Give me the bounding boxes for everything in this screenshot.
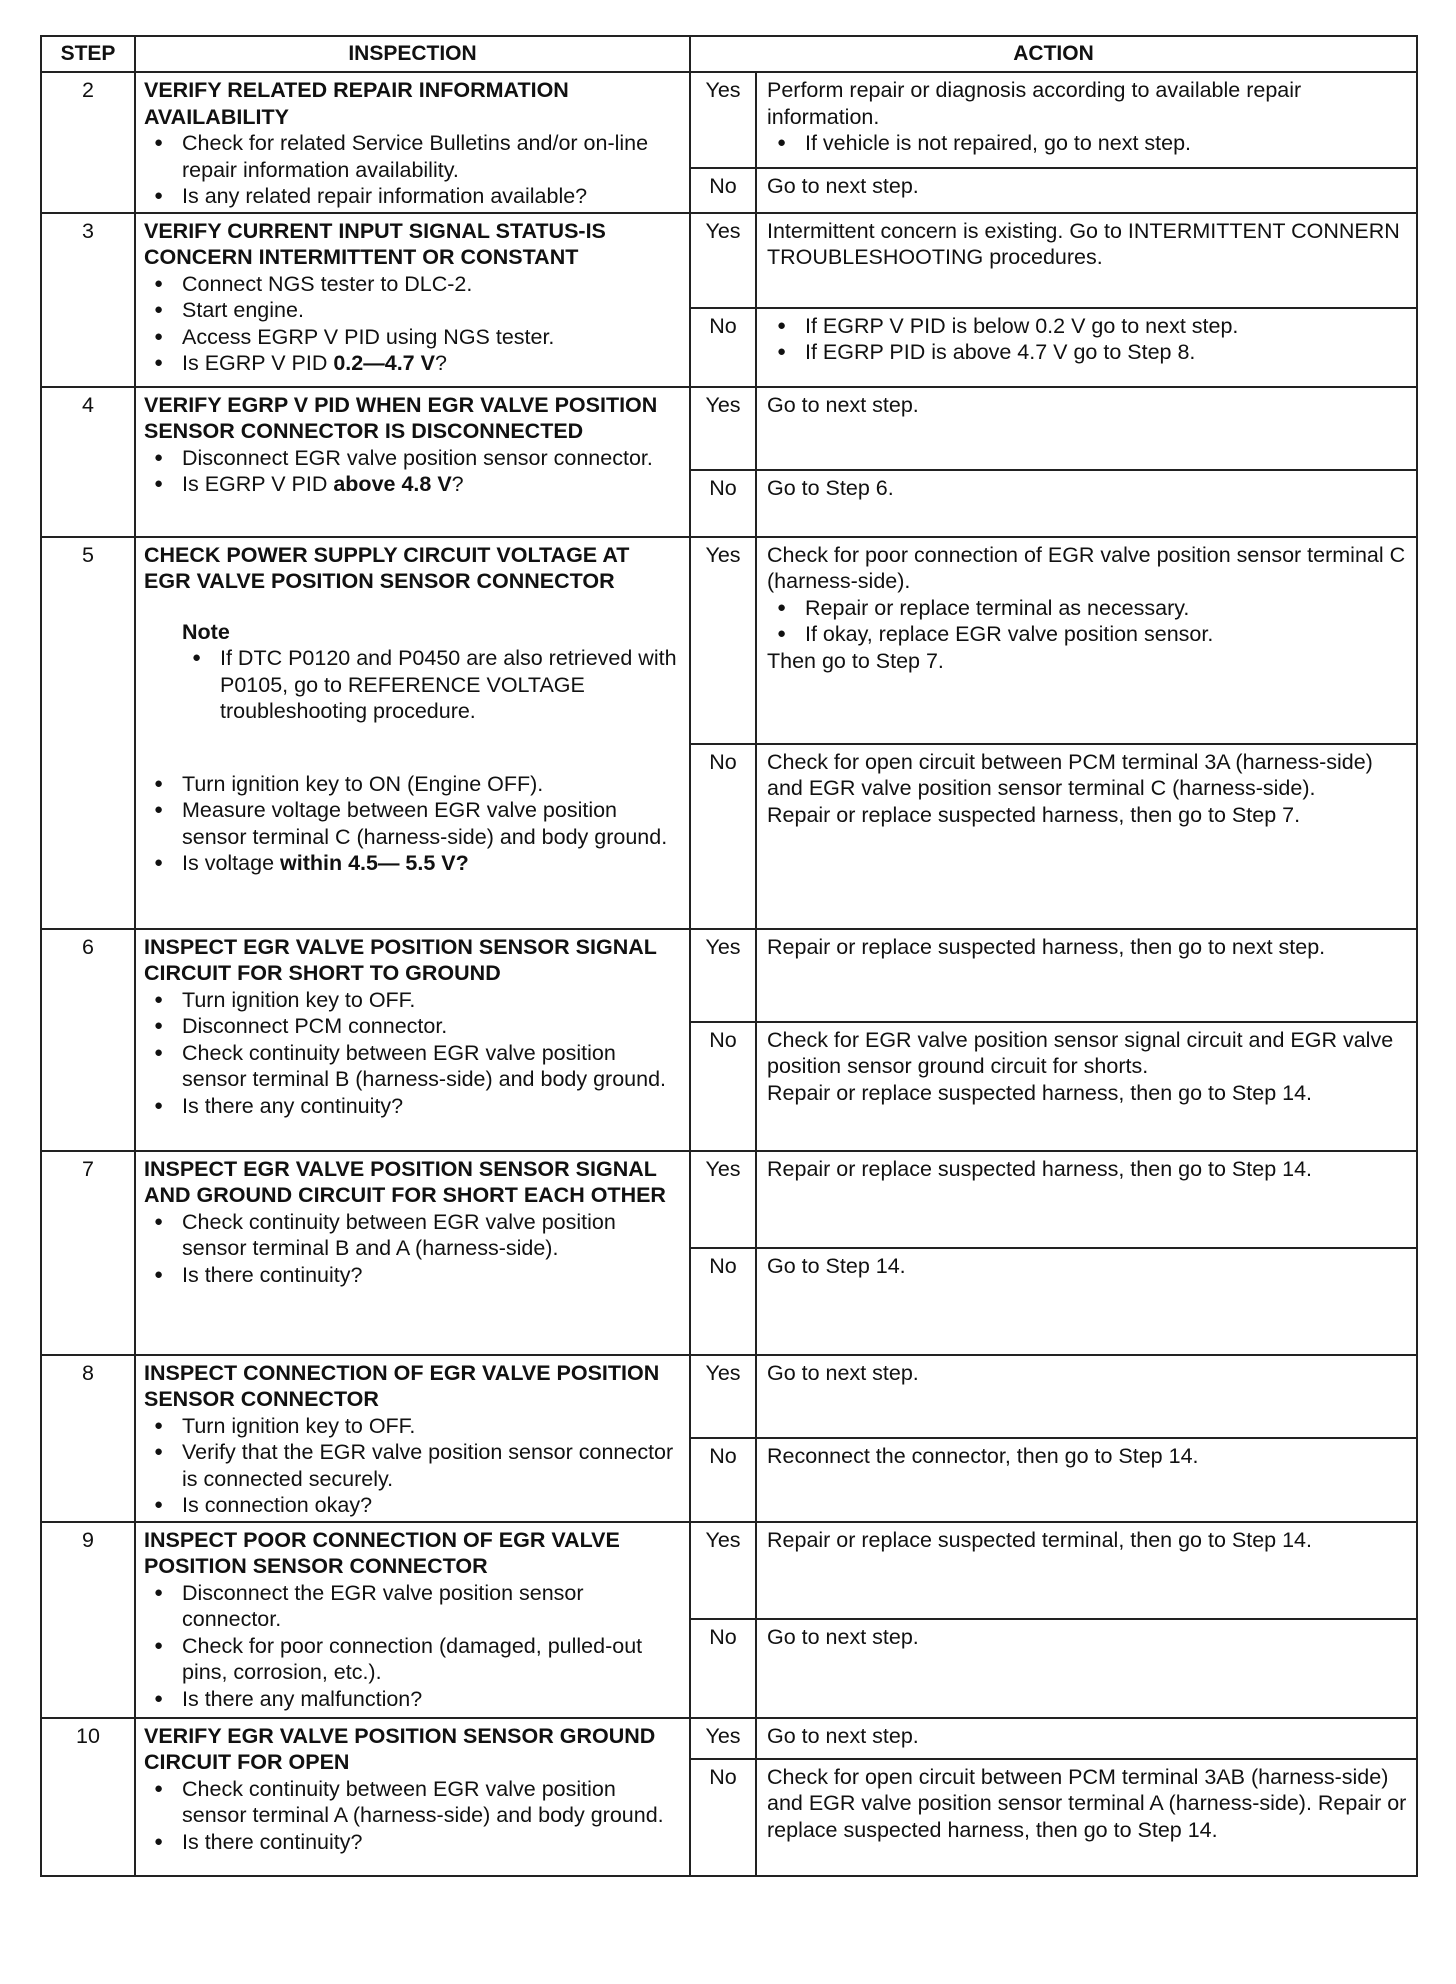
- yes-label: Yes: [690, 387, 756, 470]
- step-title: INSPECT CONNECTION OF EGR VALVE POSITION SENSOR CONNECTOR: [144, 1360, 660, 1411]
- inspection-bullet: ● Is there continuity?: [144, 1829, 681, 1856]
- no-label: No: [690, 168, 756, 213]
- step-number: 10: [41, 1718, 135, 1876]
- step-number: 3: [41, 213, 135, 387]
- action-bullet: ● If EGRP V PID is below 0.2 V go to next step.: [767, 313, 1408, 340]
- bullet-text: Is EGRP V PID: [182, 351, 334, 375]
- step-number: 9: [41, 1522, 135, 1718]
- inspection-bullet: ● Check for poor connection (damaged, pulled-out pins, corrosion, etc.).: [144, 1633, 681, 1686]
- inspection-bullet: ● Check continuity between EGR valve position sensor terminal A (harness-side) and body ground.: [144, 1776, 681, 1829]
- yes-label: Yes: [690, 1355, 756, 1439]
- step-number: 7: [41, 1151, 135, 1355]
- inspection-cell: [135, 387, 690, 537]
- inspection-bullet: [144, 850, 681, 877]
- yes-label: Yes: [690, 1718, 756, 1759]
- note-label: Note: [182, 619, 230, 644]
- table-row: [41, 213, 1417, 308]
- yes-action-text: Go to next step.: [756, 387, 1417, 470]
- inspection-bullet: ● Connect NGS tester to DLC-2.: [144, 271, 681, 298]
- no-action-cell: [756, 308, 1417, 387]
- troubleshooting-table-sheet: [40, 35, 1416, 1877]
- inspection-bullet: ● Check continuity between EGR valve position sensor terminal B (harness-side) and body ground.: [144, 1040, 681, 1093]
- inspection-bullet: ● Access EGRP V PID using NGS tester.: [144, 324, 681, 351]
- table-row: [41, 72, 1417, 168]
- step-header: STEP: [41, 36, 135, 72]
- step-number: 4: [41, 387, 135, 537]
- troubleshooting-table: [40, 35, 1418, 1877]
- inspection-cell: [135, 1151, 690, 1355]
- yes-action-text: Intermittent concern is existing. Go to INTERMITTENT CONNERN TROUBLESHOOTING procedures.: [756, 213, 1417, 308]
- action-bullet: ● Repair or replace terminal as necessary.: [767, 595, 1408, 622]
- table-row: [41, 537, 1417, 744]
- bullet-bold-text: 0.2—4.7 V: [333, 351, 435, 375]
- bullet-bold-text: above 4.8 V: [333, 472, 452, 496]
- yes-label: Yes: [690, 1151, 756, 1248]
- yes-action-text: Perform repair or diagnosis according to available repair information.: [767, 78, 1302, 129]
- table-row: [41, 1718, 1417, 1759]
- no-action-text: Go to next step.: [756, 168, 1417, 213]
- inspection-bullet: ● Is any related repair information available?: [144, 183, 681, 210]
- yes-action-text: Repair or replace suspected harness, then go to Step 14.: [756, 1151, 1417, 1248]
- step-title: VERIFY RELATED REPAIR INFORMATION AVAILABILITY: [144, 78, 569, 129]
- yes-action-cell: [756, 537, 1417, 744]
- yes-action-text: Go to next step.: [756, 1718, 1417, 1759]
- no-action-text: Go to Step 6.: [756, 470, 1417, 537]
- inspection-cell: [135, 1522, 690, 1718]
- inspection-bullet: ● Disconnect EGR valve position sensor connector.: [144, 445, 681, 472]
- table-row: [41, 1522, 1417, 1619]
- no-label: No: [690, 1438, 756, 1522]
- inspection-bullet: ● Verify that the EGR valve position sensor connector is connected securely.: [144, 1439, 681, 1492]
- inspection-bullet: [144, 471, 681, 498]
- inspection-cell: [135, 1718, 690, 1876]
- yes-action-cell: [756, 72, 1417, 168]
- no-action-text: Reconnect the connector, then go to Step 14.: [756, 1438, 1417, 1522]
- action-header: ACTION: [690, 36, 1417, 72]
- inspection-bullet: ● Turn ignition key to ON (Engine OFF).: [144, 771, 681, 798]
- inspection-cell: [135, 537, 690, 929]
- yes-action-followup: Then go to Step 7.: [767, 648, 944, 673]
- action-bullet: ● If okay, replace EGR valve position sensor.: [767, 621, 1408, 648]
- no-label: No: [690, 1619, 756, 1718]
- step-number: 8: [41, 1355, 135, 1522]
- inspection-bullet: ● Check for related Service Bulletins and/or on-line repair information availability.: [144, 130, 681, 183]
- table-header-row: [41, 36, 1417, 72]
- no-action-text: Check for open circuit between PCM terminal 3A (harness-side) and EGR valve position sensor terminal C (harness-side).: [767, 749, 1373, 800]
- inspection-cell: [135, 213, 690, 387]
- no-label: No: [690, 1248, 756, 1355]
- inspection-bullet: ● Start engine.: [144, 297, 681, 324]
- inspection-bullet: [144, 350, 681, 377]
- no-label: No: [690, 1022, 756, 1151]
- yes-label: Yes: [690, 537, 756, 744]
- yes-label: Yes: [690, 72, 756, 168]
- inspection-cell: [135, 929, 690, 1151]
- no-action-cell: [756, 1022, 1417, 1151]
- step-number: 5: [41, 537, 135, 929]
- yes-label: Yes: [690, 1522, 756, 1619]
- step-title: INSPECT EGR VALVE POSITION SENSOR SIGNAL CIRCUIT FOR SHORT TO GROUND: [144, 934, 657, 985]
- note-bullet: ● If DTC P0120 and P0450 are also retrieved with P0105, go to REFERENCE VOLTAGE troubleshooting procedure.: [182, 645, 681, 725]
- table-row: [41, 1355, 1417, 1439]
- step-title: VERIFY CURRENT INPUT SIGNAL STATUS-IS CONCERN INTERMITTENT OR CONSTANT: [144, 218, 606, 269]
- step-title: VERIFY EGR VALVE POSITION SENSOR GROUND CIRCUIT FOR OPEN: [144, 1723, 656, 1774]
- inspection-header: INSPECTION: [135, 36, 690, 72]
- bullet-text: ?: [451, 472, 464, 496]
- step-number: 6: [41, 929, 135, 1151]
- no-action-followup: Repair or replace suspected harness, then go to Step 7.: [767, 802, 1301, 827]
- yes-action-text: Check for poor connection of EGR valve position sensor terminal C (harness-side).: [767, 542, 1406, 593]
- yes-action-text: Repair or replace suspected harness, then go to next step.: [756, 929, 1417, 1022]
- table-row: [41, 387, 1417, 470]
- bullet-bold-text: within 4.5— 5.5 V?: [280, 851, 469, 875]
- inspection-bullet: ● Disconnect the EGR valve position sensor connector.: [144, 1580, 681, 1633]
- inspection-bullet: ● Measure voltage between EGR valve position sensor terminal C (harness-side) and body ground.: [144, 797, 681, 850]
- inspection-bullet: ● Turn ignition key to OFF.: [144, 1413, 681, 1440]
- no-action-text: Go to next step.: [756, 1619, 1417, 1718]
- no-action-text: Go to Step 14.: [756, 1248, 1417, 1355]
- no-label: No: [690, 470, 756, 537]
- inspection-bullet: ● Is connection okay?: [144, 1492, 681, 1519]
- inspection-bullet: ● Is there any malfunction?: [144, 1686, 681, 1713]
- step-title: INSPECT EGR VALVE POSITION SENSOR SIGNAL AND GROUND CIRCUIT FOR SHORT EACH OTHER: [144, 1156, 666, 1207]
- inspection-cell: [135, 72, 690, 213]
- step-title: INSPECT POOR CONNECTION OF EGR VALVE POSITION SENSOR CONNECTOR: [144, 1527, 620, 1578]
- inspection-bullet: ● Turn ignition key to OFF.: [144, 987, 681, 1014]
- action-bullet: ● If vehicle is not repaired, go to next step.: [767, 130, 1408, 157]
- table-row: [41, 929, 1417, 1022]
- inspection-bullet: ● Check continuity between EGR valve position sensor terminal B and A (harness-side).: [144, 1209, 681, 1262]
- yes-action-text: Go to next step.: [756, 1355, 1417, 1439]
- table-row: [41, 1151, 1417, 1248]
- no-label: No: [690, 308, 756, 387]
- yes-action-text: Repair or replace suspected terminal, then go to Step 14.: [756, 1522, 1417, 1619]
- step-title: CHECK POWER SUPPLY CIRCUIT VOLTAGE AT EGR VALVE POSITION SENSOR CONNECTOR: [144, 542, 630, 593]
- bullet-text: Is voltage: [182, 851, 280, 875]
- step-title: VERIFY EGRP V PID WHEN EGR VALVE POSITION SENSOR CONNECTOR IS DISCONNECTED: [144, 392, 658, 443]
- bullet-text: ?: [434, 351, 447, 375]
- yes-label: Yes: [690, 929, 756, 1022]
- yes-label: Yes: [690, 213, 756, 308]
- no-action-followup: Repair or replace suspected harness, then go to Step 14.: [767, 1080, 1313, 1105]
- no-action-text: Check for EGR valve position sensor signal circuit and EGR valve position sensor ground circuit for shorts.: [767, 1027, 1394, 1078]
- inspection-cell: [135, 1355, 690, 1522]
- no-action-text: Check for open circuit between PCM terminal 3AB (harness-side) and EGR valve position sensor terminal A (harness-side). Repair or replace suspected harness, then go to Step 14.: [756, 1759, 1417, 1876]
- no-action-cell: [756, 744, 1417, 929]
- inspection-bullet: ● Is there any continuity?: [144, 1093, 681, 1120]
- no-label: No: [690, 1759, 756, 1876]
- no-label: No: [690, 744, 756, 929]
- inspection-bullet: ● Is there continuity?: [144, 1262, 681, 1289]
- bullet-text: Is EGRP V PID: [182, 472, 334, 496]
- step-number: 2: [41, 72, 135, 213]
- inspection-bullet: ● Disconnect PCM connector.: [144, 1013, 681, 1040]
- action-bullet: ● If EGRP PID is above 4.7 V go to Step 8.: [767, 339, 1408, 366]
